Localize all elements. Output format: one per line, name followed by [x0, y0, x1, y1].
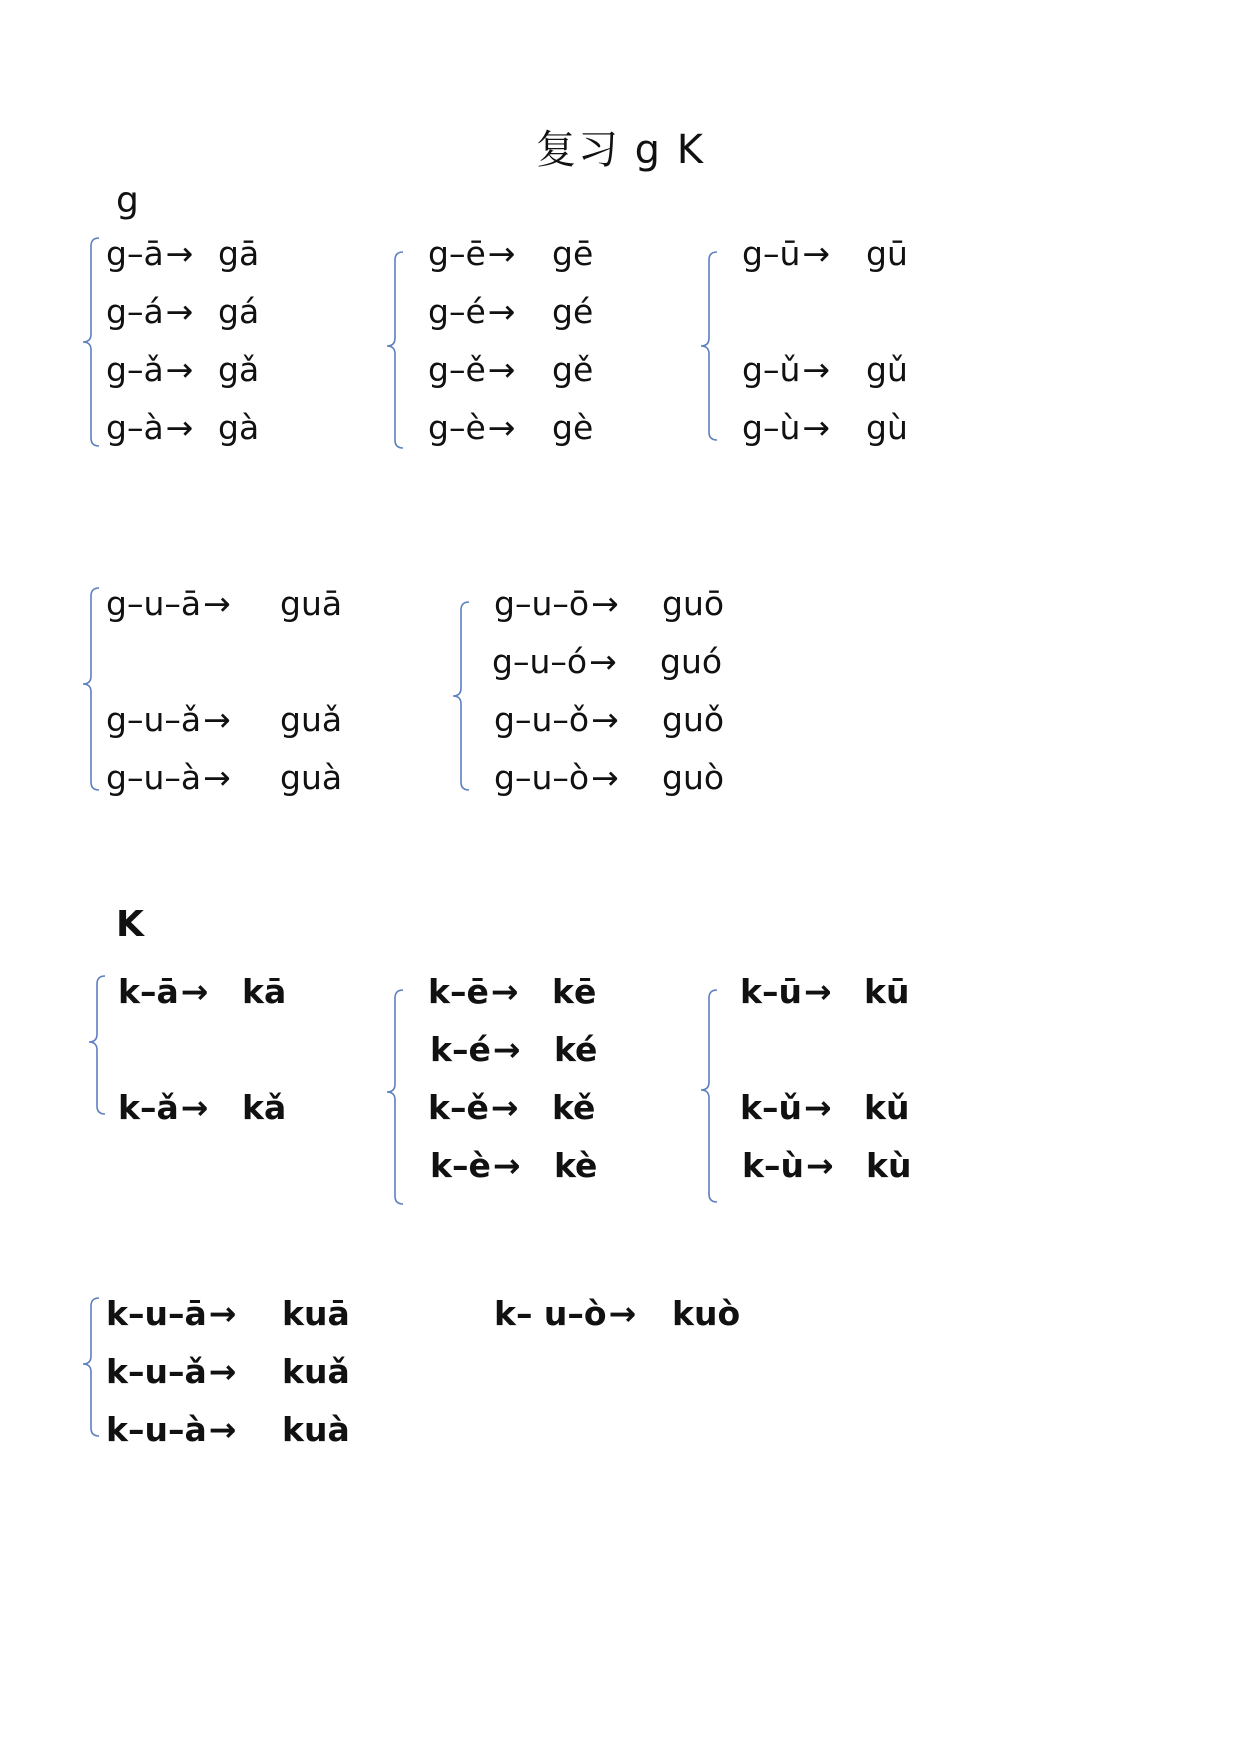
arrow-icon: → [608, 1294, 637, 1333]
pinyin-row [106, 758, 343, 798]
pinyin-row [430, 1030, 598, 1070]
pinyin-row [106, 1294, 350, 1334]
arrow-icon: → [208, 1410, 237, 1449]
spelling: g–u–ò [494, 758, 590, 797]
spelling: g–u–à [106, 758, 202, 797]
syllable: gǎ [218, 350, 260, 389]
pinyin-row [118, 972, 287, 1012]
pinyin-row [106, 1352, 350, 1392]
syllable: gě [552, 350, 594, 389]
pinyin-row [494, 700, 725, 740]
spelling: g–ē [428, 234, 486, 273]
arrow-icon: → [492, 1146, 521, 1185]
syllable: gū [866, 234, 908, 273]
brace-icon [698, 972, 718, 1202]
page-title: 复习 g K [535, 127, 706, 173]
pinyin-row [494, 584, 725, 624]
syllable: kuà [282, 1410, 350, 1449]
syllable: kuā [282, 1294, 350, 1333]
spelling: k–ā [118, 972, 179, 1011]
arrow-icon: → [802, 408, 831, 447]
brace-icon [80, 584, 100, 800]
syllable: gē [552, 234, 594, 273]
spelling: g–á [106, 292, 164, 331]
arrow-icon: → [487, 292, 516, 331]
brace-icon [80, 234, 100, 450]
spelling: k–ù [742, 1146, 804, 1185]
syllable: guà [280, 758, 343, 797]
spelling: g–ǎ [106, 350, 164, 389]
pinyin-row [106, 350, 260, 390]
syllable: kuǎ [282, 1352, 350, 1391]
syllable: gǔ [866, 350, 908, 389]
spelling: g–ù [742, 408, 801, 447]
arrow-icon: → [591, 758, 619, 797]
syllable: guō [662, 584, 725, 623]
spelling: k–ē [428, 972, 489, 1011]
arrow-icon: → [203, 758, 231, 797]
arrow-icon: → [180, 1088, 209, 1127]
arrow-icon: → [208, 1352, 237, 1391]
syllable: kù [866, 1146, 912, 1185]
pinyin-row [106, 1410, 350, 1450]
pinyin-row [428, 972, 597, 1012]
syllable: gè [552, 408, 594, 447]
syllable: guǎ [280, 700, 343, 739]
arrow-icon: → [802, 234, 831, 273]
arrow-icon: → [803, 972, 832, 1011]
pinyin-row [430, 1146, 598, 1186]
pinyin-row [106, 234, 260, 274]
spelling: k– u–ò [494, 1294, 607, 1333]
spelling: g–è [428, 408, 486, 447]
spelling: k–u–ǎ [106, 1352, 207, 1391]
arrow-icon: → [165, 292, 194, 331]
syllable: gé [552, 292, 594, 331]
spelling: k–è [430, 1146, 491, 1185]
pinyin-row [742, 234, 908, 274]
arrow-icon: → [492, 1030, 521, 1069]
arrow-icon: → [490, 1088, 519, 1127]
arrow-icon: → [589, 642, 617, 681]
brace-icon [86, 972, 106, 1132]
arrow-icon: → [203, 700, 231, 739]
syllable: kā [242, 972, 287, 1011]
spelling: g–u–ǎ [106, 700, 202, 739]
spelling: g–à [106, 408, 164, 447]
spelling: g–ě [428, 350, 486, 389]
section-label-g: g [116, 180, 139, 221]
spelling: k–u–ā [106, 1294, 207, 1333]
pinyin-row [740, 972, 910, 1012]
pinyin-row [492, 642, 723, 682]
syllable: guò [662, 758, 725, 797]
syllable: ké [554, 1030, 598, 1069]
spelling: g–ǔ [742, 350, 801, 389]
arrow-icon: → [591, 584, 619, 623]
spelling: g–u–ǒ [494, 700, 590, 739]
syllable: kē [552, 972, 597, 1011]
syllable: guǒ [662, 700, 725, 739]
arrow-icon: → [487, 408, 516, 447]
spelling: g–ū [742, 234, 801, 273]
arrow-icon: → [487, 234, 516, 273]
syllable: kū [864, 972, 910, 1011]
spelling: k–ě [428, 1088, 489, 1127]
spelling: g–u–ō [494, 584, 590, 623]
syllable: guó [660, 642, 723, 681]
syllable: gā [218, 234, 260, 273]
syllable: guā [280, 584, 343, 623]
brace-icon [80, 1294, 100, 1454]
spelling: g–é [428, 292, 486, 331]
brace-icon [698, 234, 718, 450]
syllable: kǔ [864, 1088, 910, 1127]
syllable: kuò [672, 1294, 741, 1333]
spelling: k–u–à [106, 1410, 207, 1449]
arrow-icon: → [180, 972, 209, 1011]
syllable: kě [552, 1088, 596, 1127]
pinyin-row [742, 408, 908, 448]
pinyin-row [118, 1088, 287, 1128]
arrow-icon: → [165, 350, 194, 389]
syllable: gá [218, 292, 260, 331]
pinyin-row [106, 292, 260, 332]
pinyin-row [106, 408, 260, 448]
spelling: g–u–ó [492, 642, 588, 681]
spelling: k–é [430, 1030, 491, 1069]
brace-icon [384, 234, 404, 450]
pinyin-row [428, 1088, 596, 1128]
spelling: g–ā [106, 234, 164, 273]
spelling: g–u–ā [106, 584, 202, 623]
section-label-k: K [116, 904, 144, 945]
syllable: kǎ [242, 1088, 287, 1127]
pinyin-row [742, 350, 908, 390]
arrow-icon: → [802, 350, 831, 389]
pinyin-row [106, 584, 343, 624]
pinyin-row [742, 1146, 912, 1186]
spelling: k–ǎ [118, 1088, 179, 1127]
pinyin-row [494, 1294, 741, 1334]
syllable: gù [866, 408, 908, 447]
pinyin-row [428, 408, 594, 448]
pinyin-row [428, 234, 594, 274]
spelling: k–ǔ [740, 1088, 802, 1127]
pinyin-row [494, 758, 725, 798]
arrow-icon: → [487, 350, 516, 389]
arrow-icon: → [803, 1088, 832, 1127]
arrow-icon: → [165, 408, 194, 447]
spelling: k–ū [740, 972, 802, 1011]
brace-icon [450, 584, 470, 800]
arrow-icon: → [165, 234, 194, 273]
pinyin-row [428, 350, 594, 390]
pinyin-row [740, 1088, 910, 1128]
arrow-icon: → [208, 1294, 237, 1333]
arrow-icon: → [490, 972, 519, 1011]
arrow-icon: → [805, 1146, 834, 1185]
brace-icon [384, 972, 404, 1202]
syllable: gà [218, 408, 260, 447]
pinyin-row [428, 292, 594, 332]
arrow-icon: → [203, 584, 231, 623]
syllable: kè [554, 1146, 598, 1185]
pinyin-row [106, 700, 343, 740]
arrow-icon: → [591, 700, 619, 739]
